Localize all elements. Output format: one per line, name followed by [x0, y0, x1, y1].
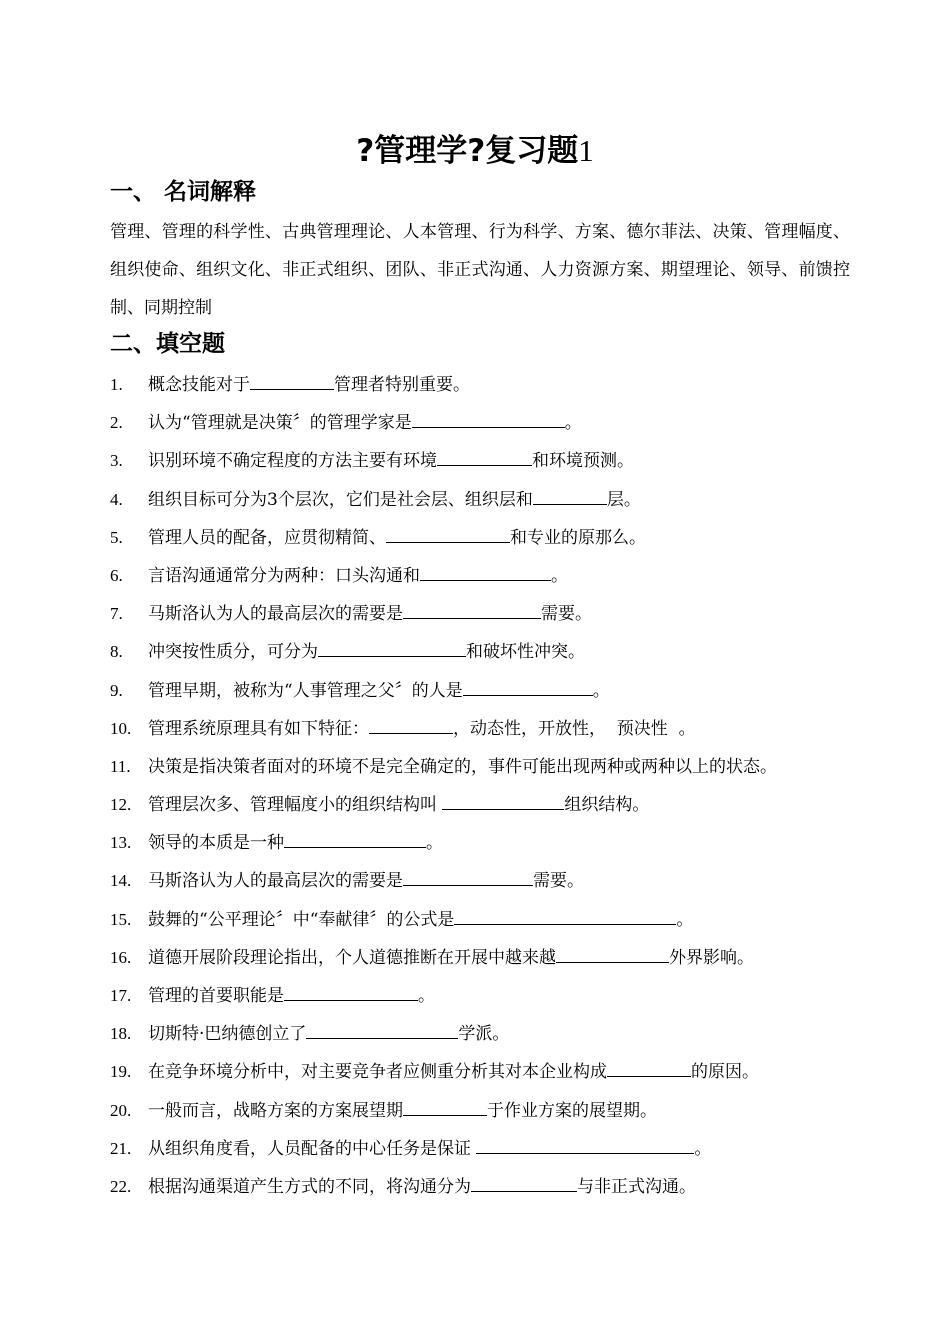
question-item: [110, 672, 860, 710]
question-text: 管理层次多、管理幅度小的组织结构叫: [148, 795, 443, 816]
question-text-after: 组织结构。: [564, 795, 650, 816]
question-text-after: 。: [418, 986, 435, 1006]
question-list: [110, 366, 860, 1206]
question-text: 冲突按性质分，可分为: [148, 642, 318, 663]
question-item: [110, 1092, 860, 1130]
answer-blank[interactable]: [463, 694, 593, 696]
answer-blank[interactable]: [369, 732, 453, 734]
question-text: 组织目标可分为3个层次，它们是社会层、组织层和: [148, 489, 533, 510]
question-item: [110, 786, 860, 824]
question-number: 4.: [110, 489, 123, 509]
question-number: 21.: [110, 1138, 132, 1158]
section-heading-terms: 一、 名词解释: [110, 179, 257, 205]
question-text: 决策是指决策者面对的环境不是完全确定的，事件可能出现两种或两种以上的状态。: [148, 756, 777, 777]
answer-blank[interactable]: [403, 617, 541, 619]
question-text-after: 。: [551, 565, 568, 586]
question-text: 领导的本质是一种: [148, 833, 284, 854]
answer-blank[interactable]: [454, 923, 676, 925]
answer-blank[interactable]: [437, 464, 532, 466]
question-text-after: 需要。: [541, 604, 592, 625]
question-text: 管理系统原理具有如下特征：: [148, 718, 369, 739]
question-number: 19.: [110, 1062, 132, 1082]
question-number: 17.: [110, 986, 132, 1005]
question-item: [110, 442, 860, 480]
question-text: 道德开展阶段理论指出，个人道德推断在开展中越来越: [148, 947, 556, 968]
question-item: [110, 595, 860, 633]
question-text: 从组织角度看，人员配备的中心任务是保证: [148, 1138, 477, 1159]
answer-blank[interactable]: [284, 846, 426, 848]
question-text: 根据沟通渠道产生方式的不同，将沟通分为: [148, 1176, 471, 1197]
answer-blank[interactable]: [607, 1075, 691, 1077]
question-number: 12.: [110, 795, 132, 815]
question-number: 16.: [110, 947, 132, 967]
question-item: [110, 939, 860, 977]
question-number: 7.: [110, 604, 123, 624]
answer-blank[interactable]: [318, 655, 466, 657]
question-item: [110, 557, 860, 595]
question-number: 10.: [110, 718, 132, 738]
answer-blank[interactable]: [306, 1037, 458, 1039]
question-text: 概念技能对于: [148, 375, 250, 395]
question-number: 14.: [110, 871, 132, 891]
question-number: 6.: [110, 565, 123, 585]
question-text-after: 和环境预测。: [532, 451, 634, 472]
question-item: [110, 824, 860, 862]
question-text: 鼓舞的“公平理论〞中“奉献律〞的公式是: [148, 909, 455, 930]
question-item: [110, 481, 860, 519]
question-item: [110, 710, 860, 748]
document-title: [0, 128, 950, 174]
question-text: 一般而言，战略方案的方案展望期: [148, 1100, 403, 1121]
question-text: 认为“管理就是决策〞的管理学家是: [148, 413, 412, 434]
question-number: 20.: [110, 1100, 132, 1120]
answer-blank[interactable]: [533, 503, 607, 505]
question-text-after: 。: [592, 680, 610, 701]
question-text: 管理早期，被称为“人事管理之父〞的人是: [148, 680, 463, 701]
answer-blank[interactable]: [386, 541, 510, 543]
question-number: 2.: [110, 413, 123, 433]
answer-blank[interactable]: [412, 426, 565, 428]
question-item: [110, 862, 860, 900]
question-text-after: 管理者特别重要。: [334, 375, 470, 395]
question-item: [110, 1130, 860, 1168]
question-text-after: 和破坏性冲突。: [466, 642, 585, 663]
question-number: 11.: [110, 756, 131, 776]
question-item: [110, 748, 860, 786]
answer-blank[interactable]: [420, 579, 551, 581]
question-text-after: 需要。: [533, 871, 584, 892]
question-text: 马斯洛认为人的最高层次的需要是: [148, 604, 403, 625]
document-title-number: 1: [578, 133, 594, 168]
question-text: 在竞争环境分析中，对主要竞争者应侧重分析其对本企业构成: [148, 1062, 607, 1083]
question-text: 马斯洛认为人的最高层次的需要是: [148, 871, 403, 892]
question-item: [110, 404, 860, 442]
answer-blank[interactable]: [284, 999, 418, 1001]
document-title-text: ?管理学?复习题: [356, 133, 579, 169]
question-number: 13.: [110, 833, 132, 853]
question-item: [110, 901, 860, 939]
answer-blank[interactable]: [476, 1152, 694, 1154]
question-number: 1.: [110, 375, 123, 394]
answer-blank[interactable]: [442, 808, 564, 810]
question-item: [110, 519, 860, 557]
question-text: 言语沟通通常分为两种：口头沟通和: [148, 565, 420, 586]
question-number: 9.: [110, 680, 123, 700]
question-text-after: 层。: [606, 489, 641, 510]
question-number: 5.: [110, 527, 123, 547]
question-number: 3.: [110, 451, 123, 471]
question-item: [110, 1053, 860, 1091]
question-text-after: 的原因。: [691, 1062, 759, 1083]
answer-blank[interactable]: [403, 1114, 487, 1116]
question-number: 8.: [110, 642, 123, 662]
question-item: [110, 633, 860, 671]
question-text-after: 学派。: [458, 1024, 510, 1045]
answer-blank[interactable]: [556, 961, 669, 963]
question-text-after: ，动态性，开放性， 预决性 。: [453, 718, 696, 739]
question-number: 18.: [110, 1024, 132, 1044]
question-text-after: 于作业方案的展望期。: [487, 1100, 657, 1121]
question-text-after: 。: [564, 413, 582, 434]
question-text-after: 。: [676, 909, 694, 930]
question-text-after: 与非正式沟通。: [577, 1176, 696, 1197]
terms-paragraph: 管理、管理的科学性、古典管理理论、人本管理、行为科学、方案、德尔菲法、决策、管理幅度、组织使命、组织文化、非正式组织、团队、非正式沟通、人力资源方案、期望理论、领导、前馈控制、同期控制: [110, 222, 850, 318]
question-text: 切斯特·巴纳德创立了: [148, 1024, 307, 1045]
question-item: [110, 977, 860, 1015]
question-item: [110, 366, 860, 404]
question-text-after: 。: [694, 1138, 712, 1159]
section-heading-fill-blank: 二、填空题: [110, 331, 225, 357]
question-text: 管理的首要职能是: [148, 986, 284, 1006]
question-text-after: 外界影响。: [669, 947, 754, 968]
question-number: 22.: [110, 1176, 132, 1196]
question-number: 15.: [110, 909, 132, 929]
question-text-after: 和专业的原那么。: [510, 527, 646, 548]
question-item: [110, 1168, 860, 1206]
answer-blank[interactable]: [403, 884, 533, 886]
question-item: [110, 1015, 860, 1053]
answer-blank[interactable]: [471, 1190, 577, 1192]
answer-blank[interactable]: [250, 388, 334, 390]
question-text-after: 。: [426, 833, 443, 854]
question-text: 管理人员的配备，应贯彻精简、: [148, 527, 386, 548]
question-text: 识别环境不确定程度的方法主要有环境: [148, 451, 437, 472]
